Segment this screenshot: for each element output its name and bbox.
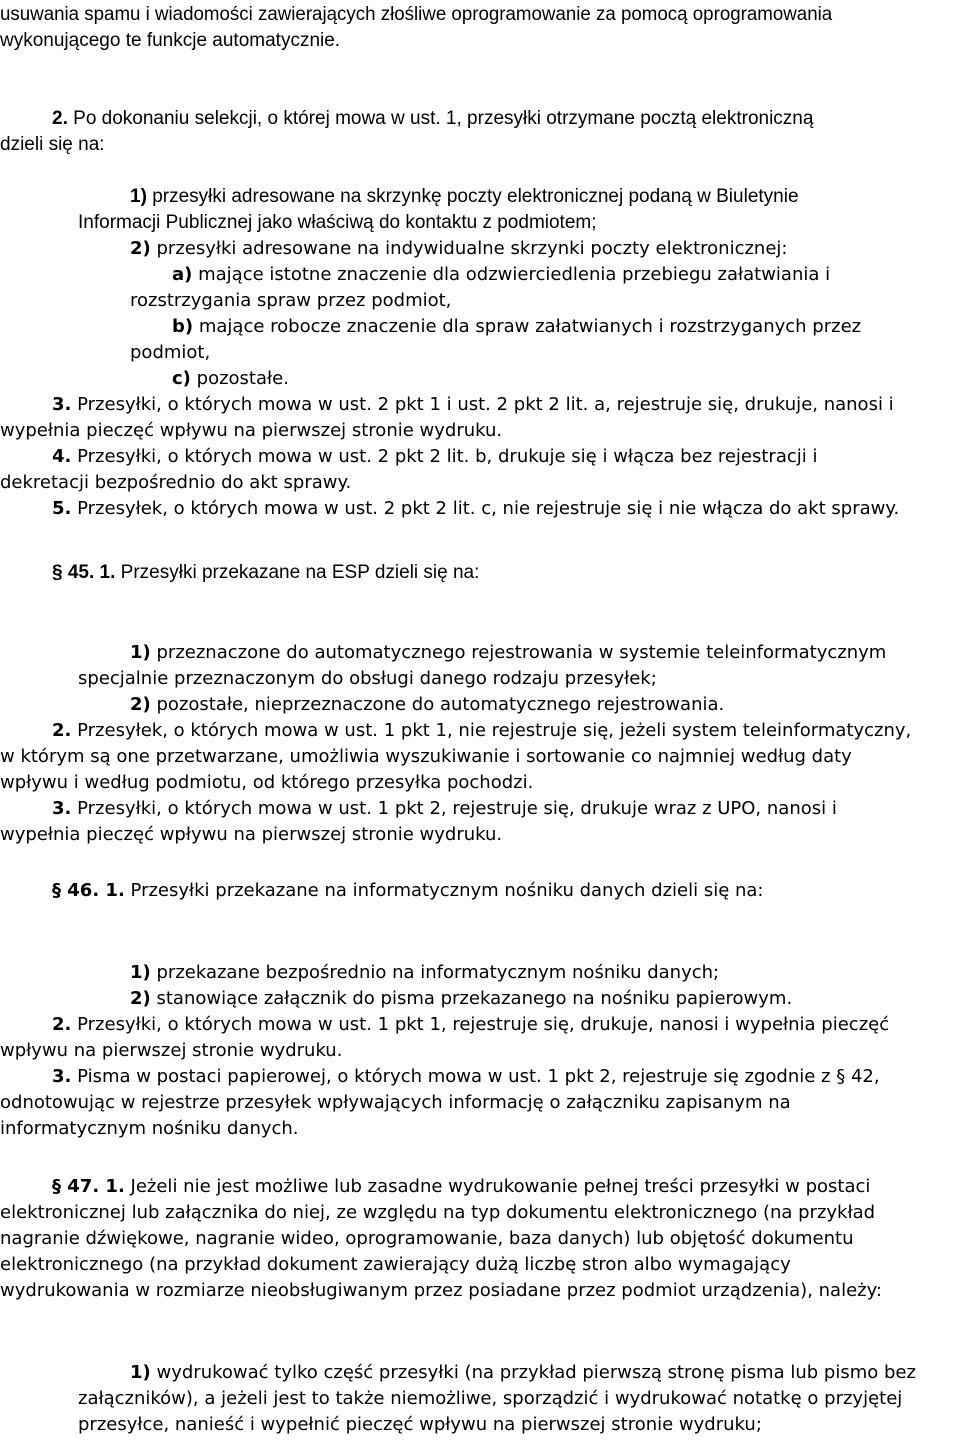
paragraph-3 xyxy=(52,796,837,822)
text-line: wpływu i według podmiotu, od którego przesyłka pochodzi. xyxy=(0,772,534,793)
point-2 xyxy=(130,236,787,262)
paragraph-number: 2. xyxy=(52,720,72,741)
text-line: nagranie dźwiękowe, nagranie wideo, oprogramowanie, baza danych) lub objętość dokumentu xyxy=(0,1228,854,1249)
text-line: wypełnia pieczęć wpływu na pierwszej stronie wydruku. xyxy=(0,824,503,845)
text-line: wydrukowania w rozmiarze nieobsługiwanym przez posiadane przez podmiot urządzenia), należy: xyxy=(0,1280,882,1301)
paragraph-number: 5. xyxy=(52,498,72,519)
paragraph-text: Przesyłek, o których mowa w ust. 2 pkt 2 lit. c, nie rejestruje się i nie włącza do akt sprawy. xyxy=(77,498,900,519)
section-46 xyxy=(52,878,764,904)
paragraph-3 xyxy=(52,392,894,418)
point-2 xyxy=(130,986,792,1012)
paragraph-2 xyxy=(52,1012,889,1038)
paragraph-text: Przesyłki, o których mowa w ust. 1 pkt 2, rejestruje się, drukuje wraz z UPO, nanosi i xyxy=(77,798,837,819)
letter-text: mające robocze znaczenie dla spraw załatwianych i rozstrzyganych przez xyxy=(198,316,862,337)
point-text: przekazane bezpośrednio na informatycznym nośniku danych; xyxy=(156,962,720,983)
point-text: przeznaczone do automatycznego rejestrowania w systemie teleinformatycznym xyxy=(156,642,887,663)
letter-marker: b) xyxy=(172,316,194,337)
section-heading: § 47. 1. xyxy=(52,1176,125,1197)
paragraph-4 xyxy=(52,444,817,470)
paragraph-number: 3. xyxy=(52,394,72,415)
paragraph-text: Przesyłki, o których mowa w ust. 2 pkt 1 i ust. 2 pkt 2 lit. a, rejestruje się, drukuje, nanosi i xyxy=(77,394,894,415)
text-line: w którym są one przetwarzane, umożliwia wyszukiwanie i sortowanie co najmniej według daty xyxy=(0,746,852,767)
point-text: pozostałe, nieprzeznaczone do automatycznego rejestrowania. xyxy=(156,694,725,715)
text-line: dzieli się na: xyxy=(0,134,105,155)
letter-c xyxy=(172,366,289,392)
paragraph-number: 4. xyxy=(52,446,72,467)
letter-marker: c) xyxy=(172,368,191,389)
point-number: 1) xyxy=(130,962,151,983)
point-number: 2) xyxy=(130,238,151,259)
text-line: Informacji Publicznej jako właściwą do kontaktu z podmiotem; xyxy=(78,212,597,233)
text-line: wypełnia pieczęć wpływu na pierwszej stronie wydruku. xyxy=(0,420,503,441)
paragraph-number: 2. xyxy=(52,1014,72,1035)
text-line: przesyłce, nanieść i wypełnić pieczęć wpływu na pierwszej stronie wydruku; xyxy=(78,1414,762,1435)
paragraph-2 xyxy=(52,106,813,132)
section-45 xyxy=(52,560,479,586)
text-line: wpływu na pierwszej stronie wydruku. xyxy=(0,1040,343,1061)
point-text: wydrukować tylko część przesyłki (na przykład pierwszą stronę pisma lub pismo bez xyxy=(156,1362,916,1383)
point-2 xyxy=(130,692,724,718)
point-number: 1) xyxy=(130,1362,151,1383)
point-text: przesyłki adresowane na skrzynkę poczty elektronicznej podaną w Biuletynie xyxy=(152,186,799,207)
section-text: Przesyłki przekazane na ESP dzieli się na: xyxy=(120,562,480,583)
text-line: podmiot, xyxy=(130,342,211,363)
paragraph-3 xyxy=(52,1064,880,1090)
paragraph-text: Pisma w postaci papierowej, o których mowa w ust. 1 pkt 2, rejestruje się zgodnie z § 42, xyxy=(77,1066,880,1087)
text-line: dekretacji bezpośrednio do akt sprawy. xyxy=(0,472,352,493)
point-number: 2) xyxy=(130,988,151,1009)
letter-a xyxy=(172,262,830,288)
point-1 xyxy=(130,184,799,210)
section-text: Przesyłki przekazane na informatycznym nośniku danych dzieli się na: xyxy=(130,880,764,901)
paragraph-number: 3. xyxy=(52,798,72,819)
point-1 xyxy=(130,960,719,986)
point-1 xyxy=(130,1360,916,1386)
point-1 xyxy=(130,640,886,666)
letter-marker: a) xyxy=(172,264,193,285)
section-heading: § 46. 1. xyxy=(52,880,125,901)
paragraph-number: 3. xyxy=(52,1066,72,1087)
letter-text: mające istotne znaczenie dla odzwierciedlenia przebiegu załatwiania i xyxy=(198,264,831,285)
point-number: 1) xyxy=(130,186,147,207)
paragraph-2 xyxy=(52,718,911,744)
point-text: stanowiące załącznik do pisma przekazanego na nośniku papierowym. xyxy=(156,988,793,1009)
point-number: 2) xyxy=(130,694,151,715)
text-line: wykonującego te funkcje automatycznie. xyxy=(0,30,341,51)
letter-text: pozostałe. xyxy=(196,368,289,389)
text-line: elektronicznego (na przykład dokument zawierający dużą liczbę stron albo wymagający xyxy=(0,1254,791,1275)
section-heading: § 45. 1. xyxy=(52,562,116,583)
text-line: rozstrzygania spraw przez podmiot, xyxy=(130,290,452,311)
paragraph-text: Po dokonaniu selekcji, o której mowa w ust. 1, przesyłki otrzymane pocztą elektroniczną xyxy=(73,108,814,129)
paragraph-text: Przesyłki, o których mowa w ust. 2 pkt 2 lit. b, drukuje się i włącza bez rejestracji i xyxy=(77,446,818,467)
paragraph-text: Przesyłki, o których mowa w ust. 1 pkt 1, rejestruje się, drukuje, nanosi i wypełnia pieczęć xyxy=(77,1014,890,1035)
point-number: 1) xyxy=(130,642,151,663)
text-line: specjalnie przeznaczonym do obsługi danego rodzaju przesyłek; xyxy=(78,668,657,689)
text-line: odnotowując w rejestrze przesyłek wpływających informację o załączniku zapisanym na xyxy=(0,1092,791,1113)
section-47 xyxy=(52,1174,870,1200)
text-line: załączników), a jeżeli jest to także niemożliwe, sporządzić i wydrukować notatkę o przyjętej xyxy=(78,1388,903,1409)
letter-b xyxy=(172,314,861,340)
paragraph-5 xyxy=(52,496,899,522)
paragraph-number: 2. xyxy=(52,108,68,129)
text-line: informatycznym nośniku danych. xyxy=(0,1118,299,1139)
text-line: usuwania spamu i wiadomości zawierających złośliwe oprogramowanie za pomocą oprogramowania xyxy=(0,4,833,25)
text-line: elektronicznej lub załącznika do niej, ze względu na typ dokumentu elektronicznego (na przykład xyxy=(0,1202,876,1223)
paragraph-text: Przesyłek, o których mowa w ust. 1 pkt 1, nie rejestruje się, jeżeli system teleinformatyczny, xyxy=(77,720,912,741)
section-text: Jeżeli nie jest możliwe lub zasadne wydrukowanie pełnej treści przesyłki w postaci xyxy=(130,1176,871,1197)
point-text: przesyłki adresowane na indywidualne skrzynki poczty elektronicznej: xyxy=(156,238,788,259)
